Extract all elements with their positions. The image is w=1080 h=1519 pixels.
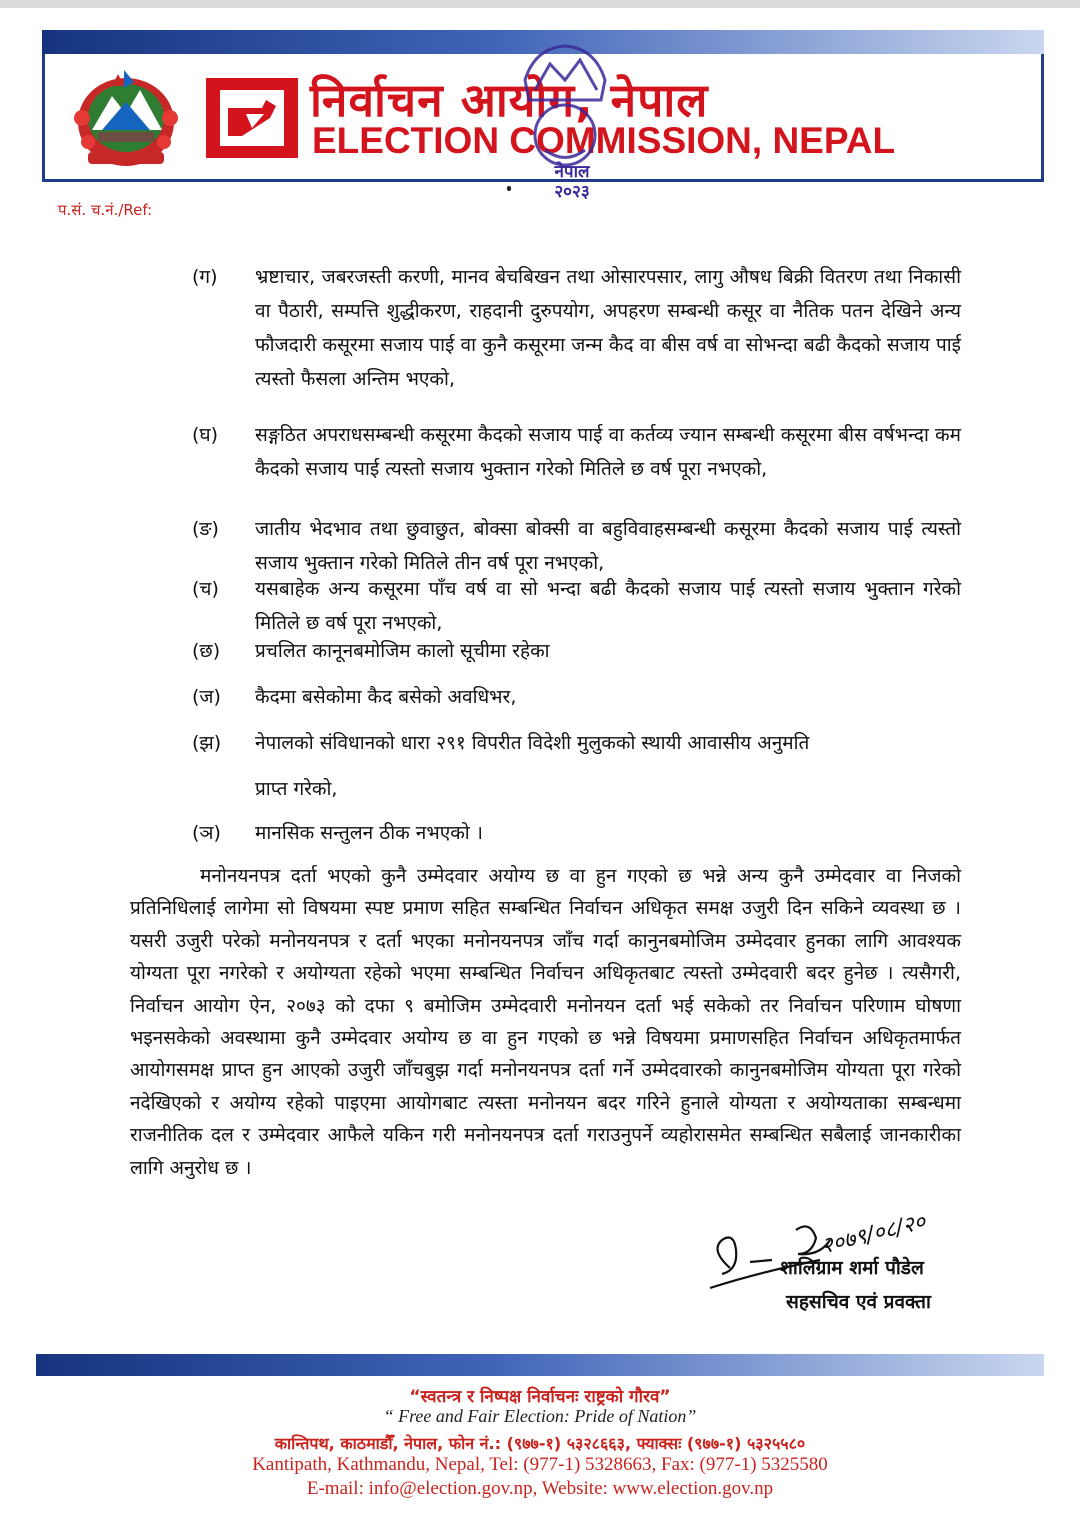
footer-contact: E-mail: info@election.gov.np, Website: www.election.gov.np bbox=[306, 1478, 774, 1499]
list-item-text: भ्रष्टाचार, जबरजस्ती करणी, मानव बेचबिखन तथा ओसारपसार, लागु औषध बिक्री वितरण तथा निकासी वा पैठारी, सम्पत्ति शुद्धीकरण, राहदानी दुरुपयोग, अपहरण सम्बन्धी कसूर वा नैतिक पतन देखिने अन्य फौजदारी कसूरमा सजाय पाई वा कुनै कसूरमा जन्म कैद वा बीस वर्ष वा सोभन्दा बढी कैदको सजाय पाई त्यस्तो फैसला अन्तिम भएको, bbox=[255, 266, 961, 390]
footer-bar bbox=[36, 1354, 1044, 1376]
election-commission-logo-icon bbox=[206, 78, 298, 158]
nepal-emblem-icon bbox=[68, 68, 184, 172]
footer-address-nepali: कान्तिपथ, काठमाडौँ, नेपाल, फोन नं.: (९७७-१) ५३२८६६३, फ्याक्सः (९७७-१) ५३२५५८० bbox=[274, 1434, 806, 1453]
signer-name: शालिग्राम शर्मा पौडेल bbox=[780, 1257, 924, 1279]
list-item-text: मानसिक सन्तुलन ठीक नभएको । bbox=[255, 822, 483, 844]
list-item-label: (ङ) bbox=[192, 518, 219, 540]
list-item-text: यसबाहेक अन्य कसूरमा पाँच वर्ष वा सो भन्दा बढी कैदको सजाय पाई त्यस्तो सजाय भुक्तान गरेको मितिले छ वर्ष पूरा नभएको, bbox=[255, 578, 961, 634]
list-item-text: जातीय भेदभाव तथा छुवाछुत, बोक्सा बोक्सी वा बहुविवाहसम्बन्धी कसूरमा कैदको सजाय पाई त्यस्तो सजाय भुक्तान गरेको मितिले तीन वर्ष पूरा नभएको, bbox=[255, 518, 961, 574]
list-item-label: (छ) bbox=[192, 640, 221, 662]
stamp-text bbox=[527, 162, 617, 202]
list-item-label: (ग) bbox=[192, 266, 218, 288]
list-item-label: (घ) bbox=[192, 424, 219, 446]
body-paragraph: मनोनयनपत्र दर्ता भएको कुनै उम्मेदवार अयोग्य छ वा हुन गएको छ भन्ने अन्य कुनै उम्मेदवार वा निजको प्रतिनिधिलाई लागेमा सो विषयमा स्पष्ट प्रमाण सहित सम्बन्धित निर्वाचन अधिकृत समक्ष उजुरी दिन सकिने व्यवस्था छ । यसरी उजुरी परेको मनोनयनपत्र र दर्ता भएका मनोनयनपत्र जाँच गर्दा कानुनबमोजिम उम्मेदवार हुनका लागि आवश्यक योग्यता पूरा नगरेको र अयोग्यता रहेको भएमा सम्बन्धित निर्वाचन अधिकृतबाट त्यस्तो उम्मेदवारी बदर हुनेछ । त्यसैगरी, निर्वाचन आयोग ऐन, २०७३ को दफा ९ बमोजिम उम्मेदवारी मनोनयन दर्ता भई सकेको तर निर्वाचन परिणाम घोषणा भइनसकेको अवस्थामा कुनै उम्मेदवार अयोग्य छ वा हुन गएको छ भन्ने विषयमा प्रमाणसहित निर्वाचन अधिकृतमार्फत आयोगसमक्ष प्राप्त हुन आएको उजुरी जाँचबुझ गर्दा मनोनयनपत्र दर्ता गर्ने उम्मेदवारको कानुनबमोजिम योग्यता पूरा गरेको नदेखिएको र अयोग्य रहेको पाइएमा आयोगबाट त्यस्ता मनोनयन बदर गरिने हुनाले योग्यता र अयोग्यताका सम्बन्धमा राजनीतिक दल र उम्मेदवार आफैले यकिन गरी मनोनयनपत्र दर्ता गराउनुपर्ने व्यहोरासमेत सम्बन्धित सबैलाई जानकारीका लागि अनुरोध छ । bbox=[130, 865, 961, 1179]
footer-motto-nepali: “स्वतन्त्र र निष्पक्ष निर्वाचनः राष्ट्रको गौरव” bbox=[409, 1387, 671, 1407]
footer-motto-english: “ Free and Fair Election: Pride of Nation” bbox=[383, 1406, 697, 1426]
list-item-text: कैदमा बसेकोमा कैद बसेको अवधिभर, bbox=[255, 686, 517, 708]
list-item-label: (ञ) bbox=[192, 822, 221, 844]
mark-dot bbox=[507, 186, 511, 191]
signature-date: २०७९/०८/२० bbox=[818, 1209, 929, 1260]
list-item-text: नेपालको संविधानको धारा २९१ विपरीत विदेशी मुलुकको स्थायी आवासीय अनुमति bbox=[255, 732, 810, 754]
list-item-label: (झ) bbox=[192, 732, 222, 754]
list-item-label: (च) bbox=[192, 578, 219, 600]
list-item-text: सङ्गठित अपराधसम्बन्धी कसूरमा कैदको सजाय पाई वा कर्तव्य ज्यान सम्बन्धी कसूरमा बीस वर्षभन्दा कम कैदको सजाय पाई त्यस्तो सजाय भुक्तान गरेको मितिले छ वर्ष पूरा नभएको, bbox=[255, 424, 961, 480]
title-nepali: निर्वाचन आयोग, नेपाल bbox=[310, 73, 709, 127]
list-item-text: प्रचलित कानूनबमोजिम कालो सूचीमा रहेका bbox=[255, 640, 550, 662]
footer-address-english: Kantipath, Kathmandu, Nepal, Tel: (977-1) 5328663, Fax: (977-1) 5325580 bbox=[252, 1454, 828, 1475]
signer-title: सहसचिव एवं प्रवक्ता bbox=[786, 1291, 931, 1313]
stamp-text-line1: नेपाल bbox=[554, 162, 590, 182]
reference-label: प.सं. च.नं./Ref: bbox=[58, 201, 153, 219]
top-strip bbox=[0, 0, 1080, 8]
list-item-text: प्राप्त गरेको, bbox=[255, 778, 338, 800]
title-english: ELECTION COMMISSION, NEPAL bbox=[312, 120, 896, 161]
list-item-label: (ज) bbox=[192, 686, 221, 708]
stamp-text-line2: २०२३ bbox=[554, 182, 590, 202]
